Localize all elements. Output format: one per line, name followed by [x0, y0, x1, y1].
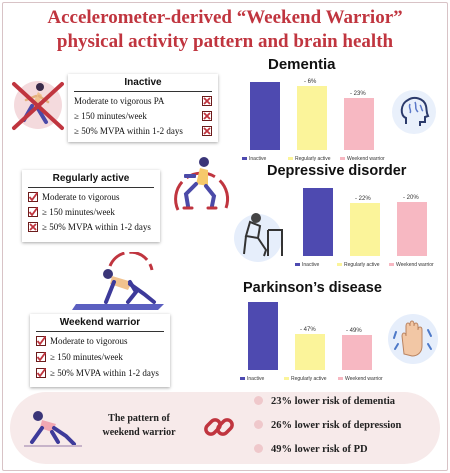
- cross-checkbox-icon: [202, 126, 212, 136]
- bar-weekend-warrior: [397, 202, 427, 256]
- criterion-text: ≥ 150 minutes/week: [50, 352, 123, 362]
- cross-checkbox-icon: [28, 222, 38, 232]
- weekend-warrior-card: [30, 314, 170, 387]
- legend-item: Weekend warrior: [338, 376, 383, 382]
- bar-regularly-active: [350, 203, 380, 256]
- data-label: - 6%: [304, 79, 317, 86]
- legend-item: Inactive: [295, 262, 319, 268]
- bullet-pd: 49% lower risk of PD: [254, 444, 368, 455]
- bar-inactive: [250, 82, 280, 150]
- cross-checkbox-icon: [202, 111, 212, 121]
- runner-crossed-icon: [8, 76, 68, 134]
- data-label: - 47%: [300, 326, 316, 333]
- bar-regularly-active: [295, 334, 325, 370]
- criterion-text: Moderate to vigorous: [50, 336, 128, 346]
- check-checkbox-icon: [36, 352, 46, 362]
- chart-title-parkinsons-disease: Parkinson’s disease: [243, 280, 382, 296]
- divider: [74, 91, 212, 92]
- data-label: - 22%: [355, 195, 371, 202]
- pattern-text-line-2: weekend warrior: [102, 427, 176, 438]
- divider: [36, 331, 164, 332]
- criterion-text: ≥ 50% MVPA within 1-2 days: [50, 368, 159, 378]
- legend-item: Inactive: [240, 376, 264, 382]
- title-line-1: Accelerometer-derived “Weekend Warrior”: [47, 7, 403, 28]
- check-checkbox-icon: [36, 336, 46, 346]
- criterion-text: ≥ 50% MVPA within 1-2 days: [74, 126, 183, 136]
- chart-dementia: [240, 78, 390, 164]
- chart-parkinsons-disease: [238, 298, 388, 384]
- inactive-card: [68, 74, 218, 142]
- data-label: - 23%: [350, 90, 366, 97]
- inactive-title: Inactive: [124, 77, 162, 88]
- bar-inactive: [248, 302, 278, 370]
- sprinter-start-icon: [70, 252, 170, 314]
- bullet-dementia: 23% lower risk of dementia: [254, 396, 395, 407]
- bar-regularly-active: [297, 86, 327, 150]
- stretching-woman-icon: [22, 402, 84, 452]
- criterion-text: Moderate to vigorous PA: [74, 96, 165, 106]
- data-label: - 49%: [346, 328, 362, 335]
- bar-weekend-warrior: [342, 335, 372, 370]
- check-checkbox-icon: [28, 192, 38, 202]
- chart-title-dementia: Dementia: [268, 56, 336, 73]
- bullet-depression: 26% lower risk of depression: [254, 420, 401, 431]
- legend-item: Regularly active: [337, 262, 380, 268]
- legend-item: Weekend warrior: [340, 156, 385, 162]
- criterion-text: ≥ 50% MVPA within 1-2 days: [42, 222, 151, 232]
- regularly-active-card: [22, 170, 160, 242]
- divider: [28, 187, 154, 188]
- weekend-warrior-title: Weekend warrior: [59, 317, 141, 328]
- title-line-2: physical activity pattern and brain health: [56, 31, 394, 52]
- check-checkbox-icon: [36, 368, 46, 378]
- trembling-hand-icon: [386, 312, 440, 366]
- sad-person-icon: [228, 200, 294, 264]
- brain-head-icon: [390, 88, 438, 136]
- chart-depressive-disorder: [293, 184, 443, 270]
- criterion-text: Moderate to vigorous: [42, 192, 120, 202]
- criterion-text: ≥ 150 minutes/week: [42, 207, 115, 217]
- legend-item: Regularly active: [288, 156, 331, 162]
- bar-weekend-warrior: [344, 98, 374, 150]
- chain-link-icon: [202, 409, 236, 445]
- regularly-active-title: Regularly active: [52, 173, 130, 184]
- legend-item: Regularly active: [284, 376, 327, 382]
- cross-checkbox-icon: [202, 96, 212, 106]
- check-checkbox-icon: [28, 207, 38, 217]
- legend-item: Inactive: [242, 156, 266, 162]
- legend-item: Weekend warrior: [389, 262, 434, 268]
- criterion-text: ≥ 150 minutes/week: [74, 111, 147, 121]
- pattern-text-line-1: The pattern of: [108, 413, 170, 424]
- bar-inactive: [303, 188, 333, 256]
- data-label: - 20%: [403, 194, 419, 201]
- chart-title-depressive-disorder: Depressive disorder: [267, 163, 407, 179]
